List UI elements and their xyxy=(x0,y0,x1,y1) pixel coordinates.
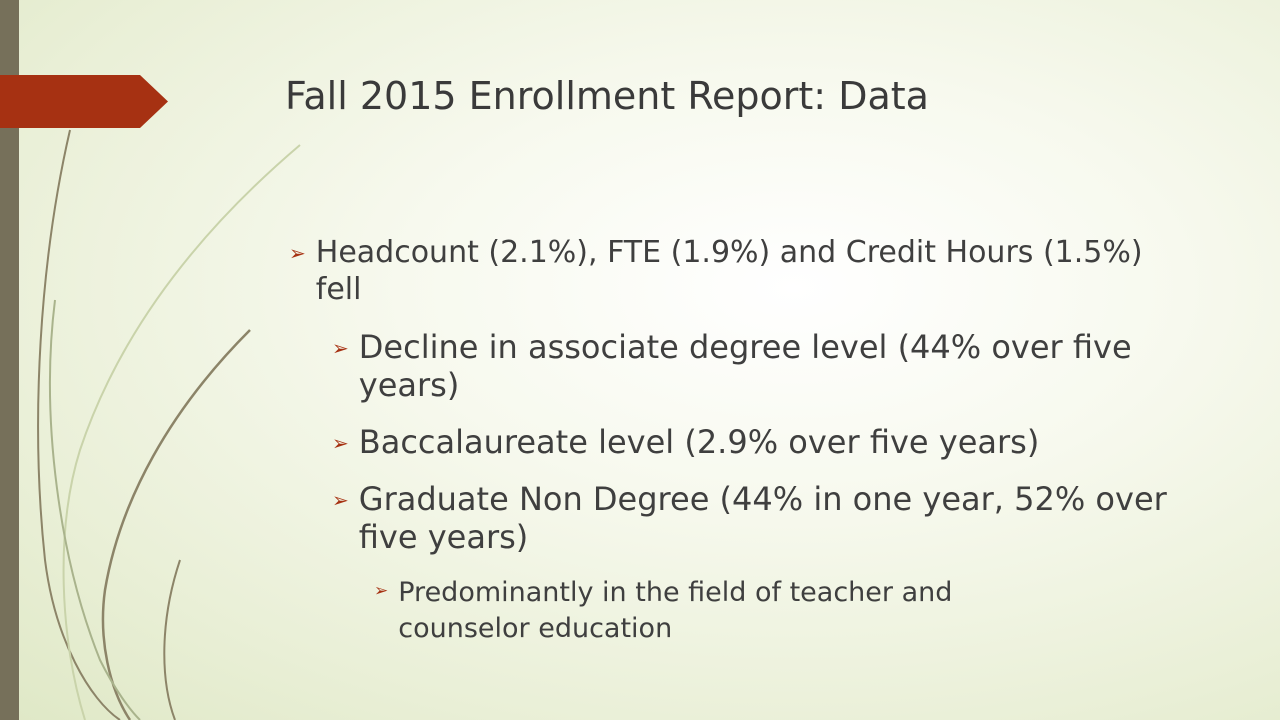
arrow-right-icon: ➢ xyxy=(332,336,349,360)
arrow-right-icon: ➢ xyxy=(289,241,306,265)
bullet-item xyxy=(332,423,1169,461)
bullet-text: Baccalaureate level (2.9% over five years) xyxy=(358,423,1040,461)
bullet-item xyxy=(332,480,1169,556)
bullet-text: Decline in associate degree level (44% over five years) xyxy=(358,328,1132,404)
arrow-right-icon: ➢ xyxy=(374,581,389,601)
bullet-text: Predominantly in the field of teacher and counselor education xyxy=(398,577,953,644)
title-accent-arrow xyxy=(0,75,168,128)
bullet-text: Graduate Non Degree (44% in one year, 52% over five years) xyxy=(358,480,1167,556)
slide-title: Fall 2015 Enrollment Report: Data xyxy=(285,74,929,118)
bullet-item xyxy=(289,234,1169,308)
bullet-item xyxy=(374,575,1074,647)
arrow-right-icon: ➢ xyxy=(332,431,349,455)
bullet-item xyxy=(332,328,1169,404)
arrow-right-icon: ➢ xyxy=(332,488,349,512)
bullet-list xyxy=(289,234,1169,647)
bullet-text: Headcount (2.1%), FTE (1.9%) and Credit Hours (1.5%) fell xyxy=(315,235,1143,307)
